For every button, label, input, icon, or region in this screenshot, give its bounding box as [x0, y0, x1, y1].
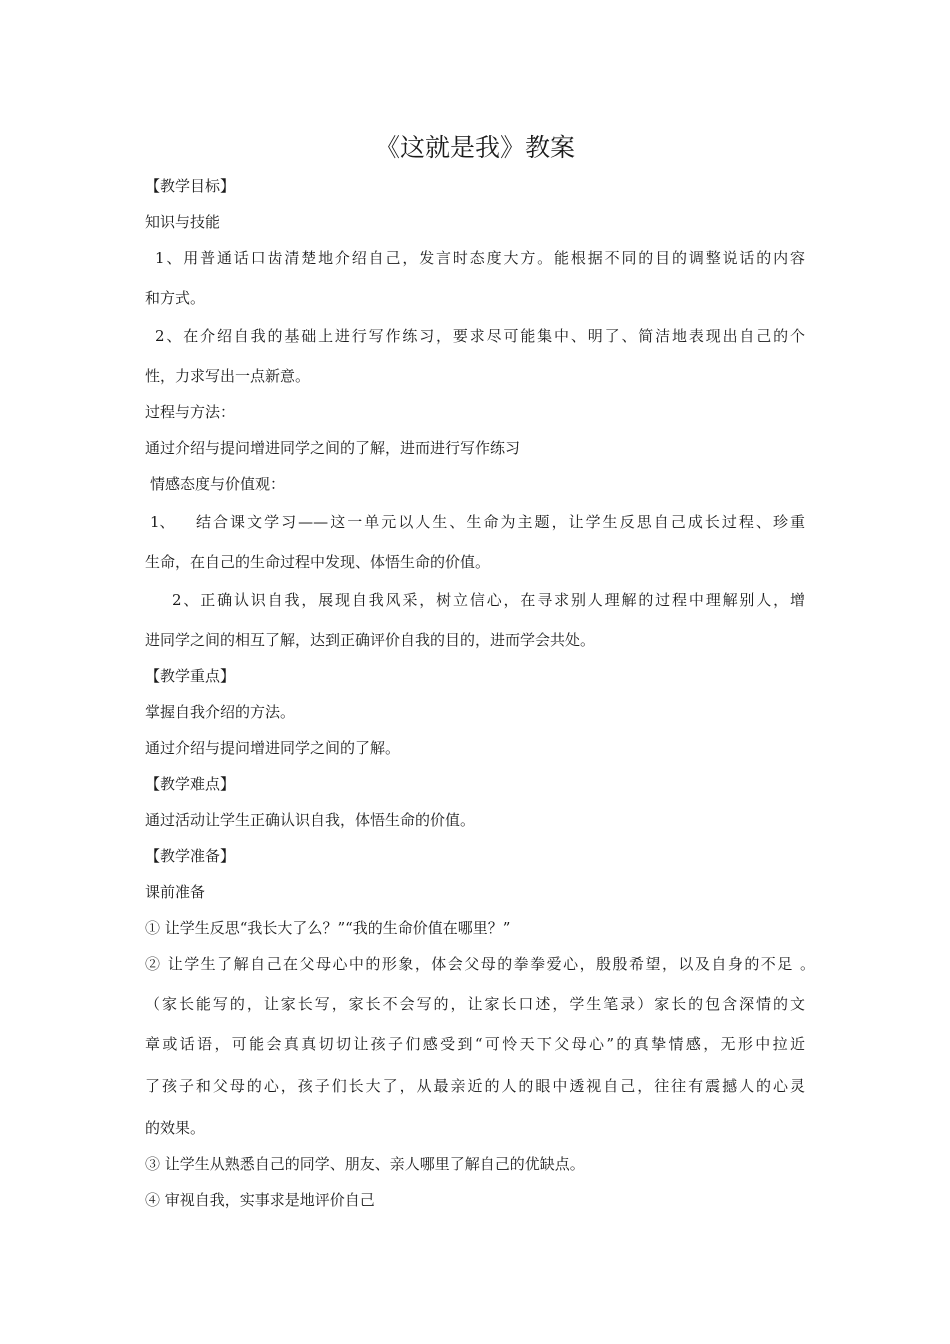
prep-item-2-line-1: ② 让学生了解自己在父母心中的形象，体会父母的拳拳爱心，殷殷希望，以及自身的不足 。	[145, 955, 815, 973]
subheading-knowledge: 知识与技能	[145, 213, 221, 231]
knowledge-item-2-line-2: 性，力求写出一点新意。	[145, 367, 311, 385]
attitude-item-2-line-1: 2、正确认识自我，展现自我风采，树立信心，在寻求别人理解的过程中理解别人，增	[172, 591, 805, 609]
heading-preparation: 【教学准备】	[145, 847, 236, 865]
heading-objectives: 【教学目标】	[145, 177, 236, 195]
subheading-process: 过程与方法：	[145, 403, 236, 421]
attitude-item-1-number: 1、	[150, 513, 175, 531]
prep-item-2-line-5: 的效果。	[145, 1119, 206, 1137]
process-text: 通过介绍与提问增进同学之间的了解，进而进行写作练习	[145, 439, 521, 457]
subheading-attitude: 情感态度与价值观：	[150, 475, 286, 493]
knowledge-item-2-line-1: 2、在介绍自我的基础上进行写作练习，要求尽可能集中、明了、简洁地表现出自己的个	[155, 327, 805, 345]
attitude-item-1-line-2: 生命，在自己的生命过程中发现、体悟生命的价值。	[145, 553, 491, 571]
attitude-item-2-line-2: 进同学之间的相互了解，达到正确评价自我的目的，进而学会共处。	[145, 631, 596, 649]
attitude-item-1-line-1: 结合课文学习——这一单元以人生、生命为主题，让学生反思自己成长过程、珍重	[196, 513, 805, 531]
prep-item-2-line-4: 了孩子和父母的心，孩子们长大了，从最亲近的人的眼中透视自己，往往有震撼人的心灵	[145, 1077, 805, 1095]
knowledge-item-1-line-1: 1、用普通话口齿清楚地介绍自己，发言时态度大方。能根据不同的目的调整说话的内容	[155, 249, 805, 267]
prep-item-2-line-2: （家长能写的，让家长写，家长不会写的，让家长口述，学生笔录）家长的包含深情的文	[145, 995, 805, 1013]
keypoint-1: 掌握自我介绍的方法。	[145, 703, 296, 721]
knowledge-item-1-line-2: 和方式。	[145, 289, 206, 307]
heading-keypoints: 【教学重点】	[145, 667, 236, 685]
subheading-prep: 课前准备	[145, 883, 206, 901]
keypoint-2: 通过介绍与提问增进同学之间的了解。	[145, 739, 401, 757]
heading-difficulty: 【教学难点】	[145, 775, 236, 793]
prep-item-3: ③ 让学生从熟悉自己的同学、朋友、亲人哪里了解自己的优缺点。	[145, 1155, 585, 1173]
prep-item-4: ④ 审视自我，实事求是地评价自己	[145, 1191, 375, 1209]
prep-item-1: ① 让学生反思“我长大了么？”“我的生命价值在哪里？”	[145, 919, 511, 937]
prep-item-2-line-3: 章或话语，可能会真真切切让孩子们感受到“可怜天下父母心”的真挚情感，无形中拉近	[145, 1035, 805, 1053]
difficulty-1: 通过活动让学生正确认识自我，体悟生命的价值。	[145, 811, 476, 829]
document-title: 《这就是我》教案	[374, 133, 575, 162]
